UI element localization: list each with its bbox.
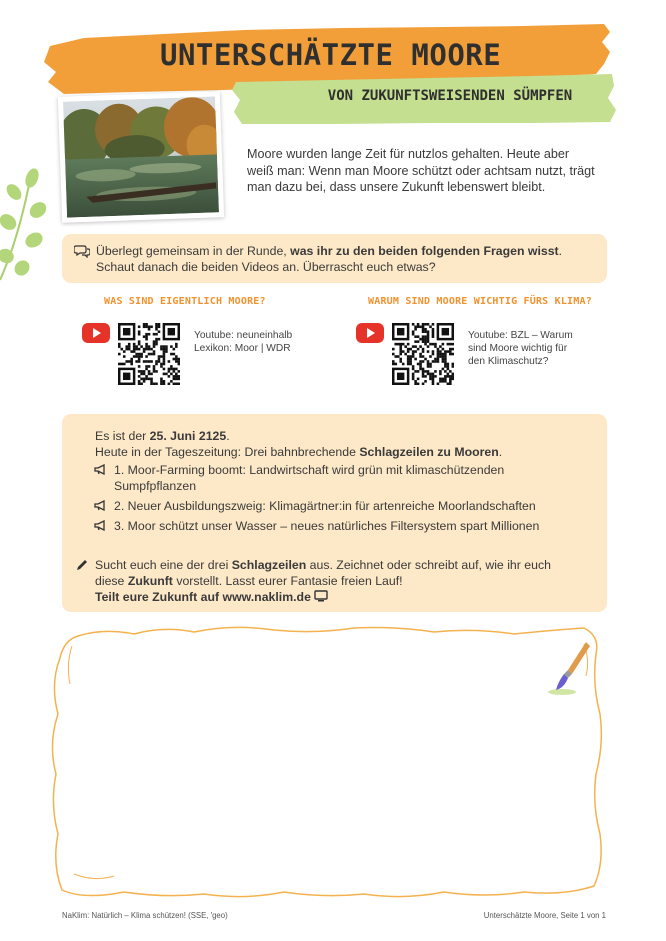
chat-bubbles-icon [74, 244, 90, 258]
headline-item [114, 462, 594, 494]
page-title: UNTERSCHÄTZTE MOORE [160, 38, 502, 72]
pencil-icon [76, 559, 88, 571]
footer-left: NaKlim: Natürlich – Klima schützen! (SSE, ′geo) [62, 911, 228, 920]
intro-line: weiß man: Wenn man Moore schützt oder achtsam nutzt, trägt [247, 163, 595, 178]
video-heading: WARUM SIND MOORE WICHTIG FÜRS KLIMA? [368, 296, 592, 307]
video-caption [194, 329, 292, 355]
share-link[interactable]: Teilt eure Zukunft auf www.naklim.de [95, 590, 311, 604]
task-text [95, 557, 595, 605]
task-mid: aus. Zeichnet oder schreibt auf, wie ihr euch [306, 558, 551, 572]
megaphone-icon [94, 520, 107, 531]
qr-code[interactable] [118, 323, 180, 385]
intro-bold: Schlagzeilen zu Mooren [359, 445, 499, 459]
intro-line: Moore wurden lange Zeit für nutzlos gehalten. Heute aber [247, 147, 570, 161]
intro-post: . [498, 445, 503, 459]
discussion-bold: was ihr zu den beiden folgenden Fragen wisst [290, 244, 559, 258]
date-bold: 25. Juni 2125 [149, 429, 227, 443]
discussion-post: . [558, 244, 563, 258]
drawing-area[interactable] [44, 624, 624, 904]
headline-line: 1. Moor-Farming boomt: Landwirtschaft wird grün mit klimaschützenden [114, 463, 505, 477]
leaf-decoration-icon [0, 160, 50, 290]
moor-photo [58, 91, 224, 223]
footer-right: Unterschätzte Moore, Seite 1 von 1 [483, 911, 606, 920]
newspaper-intro [95, 428, 595, 460]
video-caption-line: den Klimaschutz? [468, 356, 549, 367]
date-post: . [226, 429, 230, 443]
video-caption-line: sind Moore wichtig für [468, 343, 568, 354]
video-heading: WAS SIND EIGENTLICH MOORE? [104, 296, 266, 307]
discussion-pre: Überlegt gemeinsam in der Runde, [96, 244, 291, 258]
video-caption-line: Youtube: neuneinhalb [194, 330, 293, 341]
task-l2-post: vorstellt. Lasst eurer Fantasie freien Lauf! [172, 574, 403, 588]
youtube-icon[interactable] [356, 323, 384, 343]
intro-line: man dazu bei, dass unsere Zukunft lebenswert bleibt. [247, 180, 546, 194]
discussion-text [96, 243, 596, 275]
discussion-line2: Schaut danach die beiden Videos an. Überrascht euch etwas? [96, 260, 436, 274]
video-caption-line: Lexikon: Moor | WDR [194, 343, 291, 354]
intro-pre: Heute in der Tageszeitung: Drei bahnbrechende [95, 445, 360, 459]
page-subtitle: VON ZUKUNFTSWEISENDEN SÜMPFEN [327, 88, 573, 104]
task-pre: Sucht euch eine der drei [95, 558, 232, 572]
youtube-icon[interactable] [82, 323, 110, 343]
headline-line: Sumpfpflanzen [114, 479, 197, 493]
task-bold: Zukunft [127, 574, 173, 588]
video-caption [468, 329, 573, 368]
headline-item: 2. Neuer Ausbildungszweig: Klimagärtner:in für artenreiche Moorlandschaften [114, 499, 536, 513]
date-pre: Es ist der [95, 429, 150, 443]
megaphone-icon [94, 500, 107, 511]
video-caption-line: Youtube: BZL – Warum [468, 330, 573, 341]
computer-icon [314, 590, 328, 602]
task-bold: Schlagzeilen [231, 558, 307, 572]
task-l2-pre: diese [95, 574, 128, 588]
paintbrush-icon [546, 640, 594, 698]
headline-item: 3. Moor schützt unser Wasser – neues natürliches Filtersystem spart Millionen [114, 519, 540, 533]
intro-text [247, 146, 617, 196]
megaphone-icon [94, 464, 107, 475]
qr-code[interactable] [392, 323, 454, 385]
